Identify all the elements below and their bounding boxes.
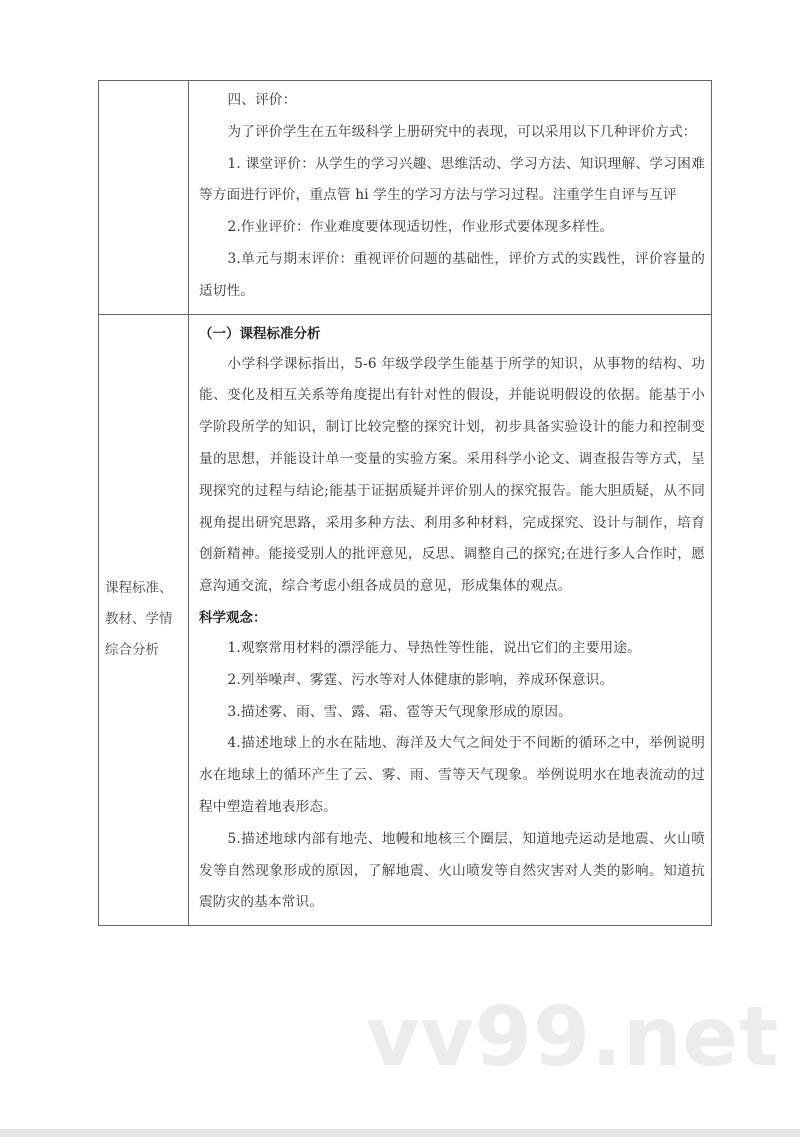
concept-item: 3.描述雾、雨、雪、露、霜、雹等天气现象形成的原因。 — [227, 703, 572, 720]
standard-analysis-text: 小学科学课标指出，5-6 年级学段学生能基于所学的知识，从事物的结构、功能、变化及相互关系等角度提出有针对性的假设，并能说明假设的依据。能基于小学阶段所学的知识，制订比较完整的探究计划，初步具备实验设计的能力和控制变量的思想，并能设计单一变量的实验方案。采用科学小论文、调查报告等方式，呈现探究的过程与结论;能基于证据质疑并评价别人的探究报告。能大胆质疑，从不同视角提出研究思路，采用多种方法、利用多种材料，完成探究、设计与制作，培育创新精神。能接受别人的批评意见，反思、调整自己的探究;在进行多人合作时，愿意沟通交流，综合考虑小组各成员的意见，形成集体的观点。 — [199, 355, 705, 595]
evaluation-heading: 四、评价： — [227, 92, 297, 108]
concept-item: 5.描述地球内部有地壳、地幔和地核三个圈层，知道地壳运动是地震、火山喷发等自然现象形成的原因，了解地震、火山喷发等自然灾害对人类的影响。知道抗震防灾的基本常识。 — [199, 830, 705, 911]
analysis-row — [99, 314, 712, 926]
row-label-empty — [99, 81, 189, 315]
evaluation-item: 1. 课堂评价：从学生的学习兴趣、思维活动、学习方法、知识理解、学习困难等方面进行评价，重点管 hi 学生的学习方法与学习过程。注重学生自评与互评 — [199, 155, 705, 204]
concept-item: 2.列举噪声、雾霆、污水等对人体健康的影响，养成环保意识。 — [227, 671, 614, 688]
concept-item: 4.描述地球上的水在陆地、海洋及大气之间处于不间断的循环之中，举例说明水在地球上的循环产生了云、雾、雨、雪等天气现象。举例说明水在地表流动的过程中塑造着地表形态。 — [199, 735, 705, 815]
evaluation-row — [99, 81, 712, 315]
lesson-plan-table — [98, 80, 712, 926]
standard-analysis-heading: （一）课程标准分析 — [199, 325, 321, 342]
evaluation-item: 2.作业评价：作业难度要体现适切性，作业形式要体现多样性。 — [227, 219, 614, 236]
evaluation-item: 3.单元与期末评价：重视评价问题的基础性，评价方式的实践性，评价容量的适切性。 — [199, 250, 705, 299]
watermark: vv99.net — [366, 990, 780, 1085]
analysis-content — [189, 314, 712, 926]
analysis-label: 课程标准、教材、学情综合分析 — [105, 580, 173, 659]
evaluation-content — [189, 81, 712, 315]
page-bottom-edge — [0, 1129, 800, 1137]
concept-item: 1.观察常用材料的漂浮能力、导热性等性能，说出它们的主要用途。 — [227, 639, 641, 656]
evaluation-intro: 为了评价学生在五年级科学上册研究中的表现，可以采用以下几种评价方式： — [227, 123, 697, 140]
analysis-label-cell — [99, 314, 189, 926]
science-concept-heading: 科学观念： — [199, 609, 267, 626]
